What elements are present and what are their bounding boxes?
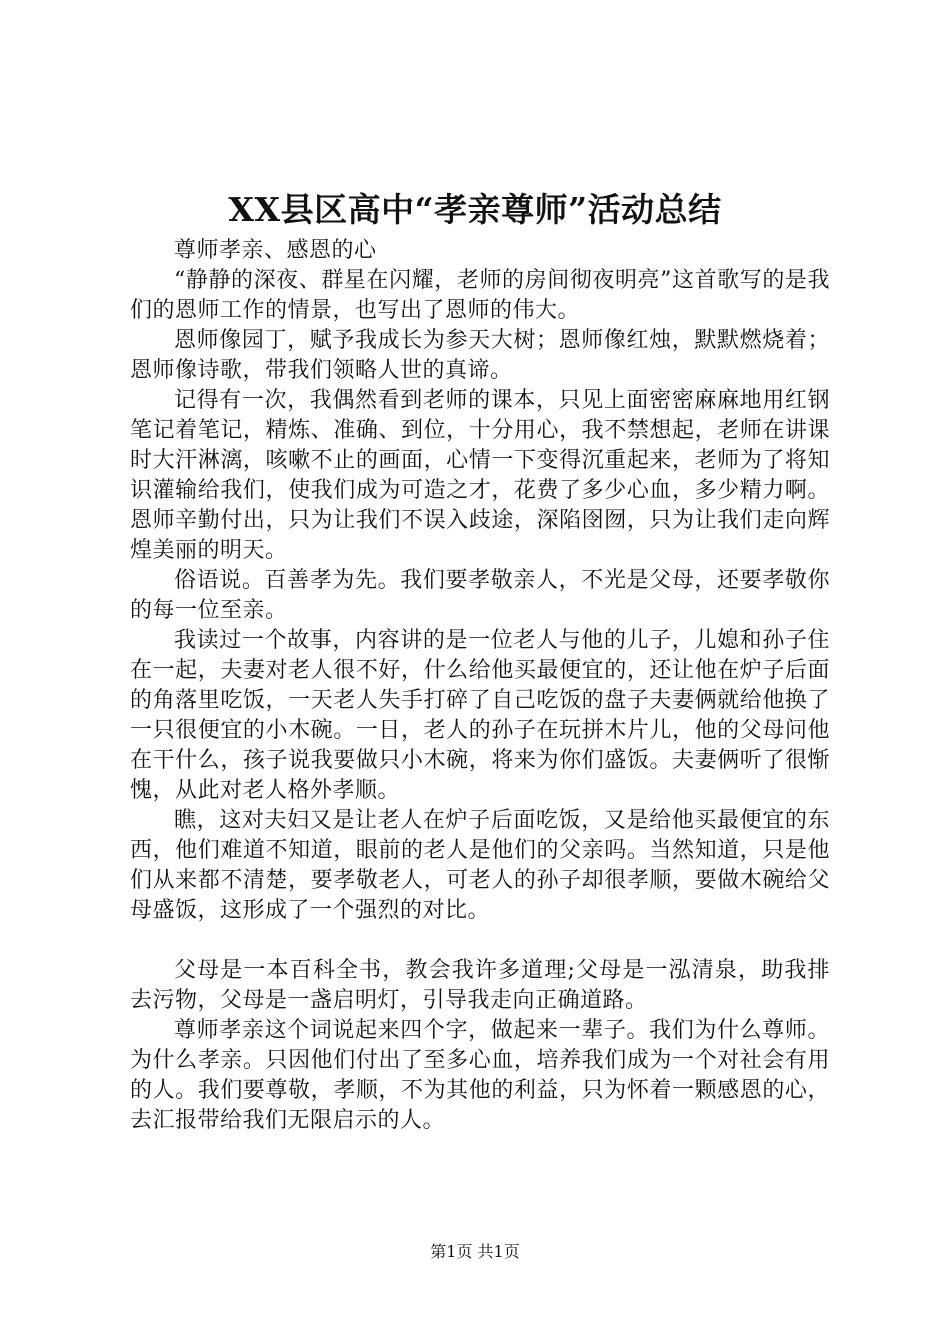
paragraph: 尊师孝亲这个词说起来四个字，做起来一辈子。我们为什么尊师。为什么孝亲。只因他们付出了至多心血，培养我们成为一个对社会有用的人。我们要尊敬，孝顺，不为其他的利益，只为怀着一颗感恩的心，去汇报带给我们无限启示的人。 [130,1018,830,1133]
paragraph-subtitle: 尊师孝亲、感恩的心 [174,238,377,263]
paragraph: 俗语说。百善孝为先。我们要孝敬亲人，不光是父母，还要孝敬你的每一位至亲。 [130,568,830,623]
page-number-footer: 第1页 共1页 [430,1242,520,1261]
paragraph: 父母是一本百科全书，教会我许多道理;父母是一泓清泉，助我排去污物，父母是一盏启明灯，引导我走向正确道路。 [130,958,830,1013]
paragraph: 我读过一个故事，内容讲的是一位老人与他的儿子，儿媳和孙子住在一起，夫妻对老人很不好，什么给他买最便宜的，还让他在炉子后面的角落里吃饭，一天老人失手打碎了自己吃饭的盘子夫妻俩就给他换了一只很便宜的小木碗。一日，老人的孙子在玩拼木片儿，他的父母问他在干什么，孩子说我要做只小木碗，将来为你们盛饭。夫妻俩听了很惭愧，从此对老人格外孝顺。 [130,628,830,803]
document-body [130,236,830,1136]
paragraph: 瞧，这对夫妇又是让老人在炉子后面吃饭，又是给他买最便宜的东西，他们难道不知道，眼前的老人是他们的父亲吗。当然知道，只是他们从来都不清楚，要孝敬老人，可老人的孙子却很孝顺，要做木碗给父母盛饭，这形成了一个强烈的对比。 [130,808,830,923]
paragraph: “静静的深夜、群星在闪耀，老师的房间彻夜明亮”这首歌写的是我们的恩师工作的情景，也写出了恩师的伟大。 [130,268,830,323]
document-title: XX县区高中“孝亲尊师”活动总结 [228,190,722,229]
paragraph: 记得有一次，我偶然看到老师的课本，只见上面密密麻麻地用红钢笔记着笔记，精炼、准确、到位，十分用心，我不禁想起，老师在讲课时大汗淋漓，咳嗽不止的画面，心情一下变得沉重起来，老师为了将知识灌输给我们，使我们成为可造之才，花费了多少心血，多少精力啊。恩师辛勤付出，只为让我们不误入歧途，深陷囹囫，只为让我们走向辉煌美丽的明天。 [130,388,830,563]
paragraph: 恩师像园丁，赋予我成长为参天大树；恩师像红烛，默默燃烧着；恩师像诗歌，带我们领略人世的真谛。 [130,328,830,383]
